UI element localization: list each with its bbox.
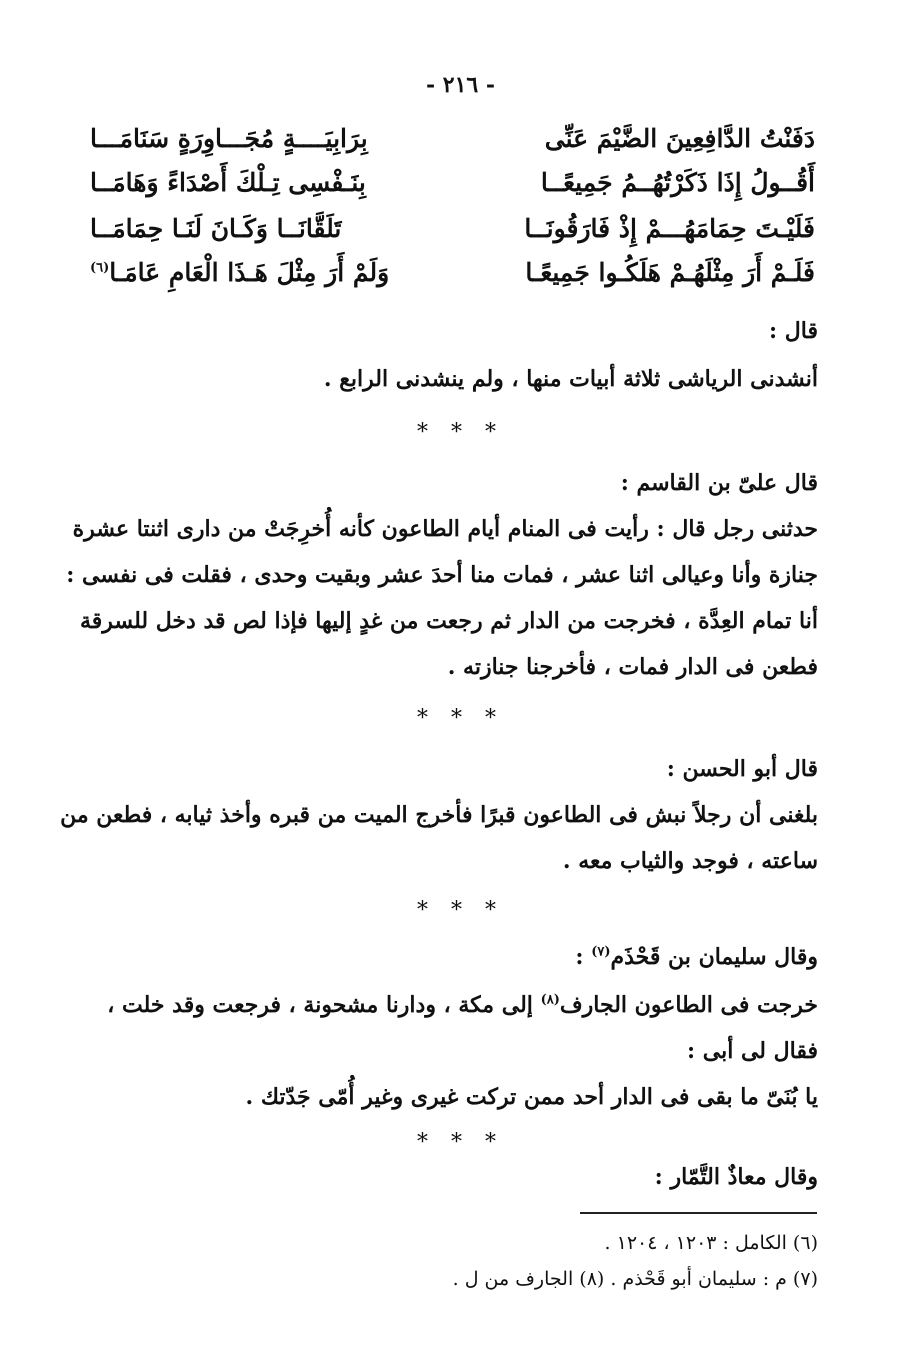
speaker-heading: قال : [769,318,818,344]
verse-first-hemistich: فَلَيْـتَ حِمَامَهُـــمْ إِذْ فَارَقُونَــا [524,214,815,243]
verse-second-hemistich: بِنَـفْسِى تِـلْكَ أَصْدَاءً وَهَامَــا [90,168,366,197]
paragraph-line: بلغنى أن رجلاً نبش فى الطاعون قبرًا فأخرج الميت من قبره وأخذ ثيابه ، فطعن من [60,802,818,828]
speaker-heading: قال أبو الحسن : [666,756,818,782]
verse-line [90,214,815,258]
verse-line [90,258,815,302]
paragraph-line: فقال لى أبى : [686,1038,818,1064]
paragraph-line: جنازة وأنا وعيالى اثنا عشر ، فمات منا أحدَ عشر وبقيت وحدى ، فقلت فى نفسى : [66,562,818,588]
footnote: (٦) الكامل : ١٢٠٣ ، ١٢٠٤ . [604,1232,818,1254]
section-separator: * * * [417,706,504,731]
page-number: - ٢١٦ - [425,72,496,98]
paragraph-line: حدثنى رجل قال : رأيت فى المنام أيام الطاعون كأنه أُخرِجَتْ من دارى اثنتا عشرة [72,516,818,542]
footnote: (٧) م : سليمان أبو قَحْذم . (٨) الجارف من ل . [452,1268,818,1290]
section-separator: * * * [417,1130,504,1155]
verse-second-hemistich: بِرَابِيَــــةٍ مُجَـــاوِرَةٍ سَنَامَـــا [90,124,368,153]
paragraph-line: أنشدنى الرياشى ثلاثة أبيات منها ، ولم ينشدنى الرابع . [323,366,818,392]
footnote-mark: (٦) [90,260,110,276]
paragraph-text: خرجت فى الطاعون الجارف [559,992,818,1018]
footnote-mark: (٧) [591,944,611,960]
section-separator: * * * [417,420,504,445]
verse-first-hemistich: دَفَنْتُ الدَّافِعِينَ الضَّيْمَ عَنِّى [544,124,815,153]
verse-second-hemistich [90,258,430,287]
heading-colon: : [575,944,592,970]
speaker-heading: قال علىّ بن القاسم : [620,470,818,496]
paragraph-line: ساعته ، فوجد والثياب معه . [562,848,818,874]
footnote-mark: (٨) [540,992,560,1008]
paragraph-line: أنا تمام العِدَّة ، فخرجت من الدار ثم رجعت من غدٍ إليها فإذا لص قد دخل للسرقة [80,608,818,634]
verse-line [90,168,815,212]
verse-first-hemistich: فَلَـمْ أَرَ مِثْلَهُـمْ هَلَكُـوا جَمِيعًـا [525,258,815,287]
paragraph-line: فطعن فى الدار فمات ، فأخرجنا جنازته . [447,654,818,680]
verse-text: وَلَمْ أَرَ مِثْلَ هَـذَا الْعَامِ عَامَـا [109,258,390,287]
paragraph-text: إلى مكة ، ودارنا مشحونة ، فرجعت وقد خلت ، [107,992,541,1018]
section-separator: * * * [417,898,504,923]
footnote-rule [580,1212,817,1214]
speaker-name: وقال سليمان بن قَحْذَم [610,944,818,970]
paragraph-line: يا بُنَىّ ما بقى فى الدار أحد ممن تركت غيرى وغير أُمّى جَدّتك . [245,1084,818,1110]
verse-second-hemistich: تَلَقَّانَــا وَكَـانَ لَنَـا حِمَامَــا [90,214,342,243]
verse-first-hemistich: أَقُــولُ إِذَا ذَكَرْتُهُــمُ جَمِيعًــا [540,168,815,197]
paragraph-line [95,992,818,1018]
speaker-heading: وقال معاذٌ التَّمّار : [654,1164,818,1190]
verse-line [90,124,815,168]
speaker-heading [95,944,818,970]
